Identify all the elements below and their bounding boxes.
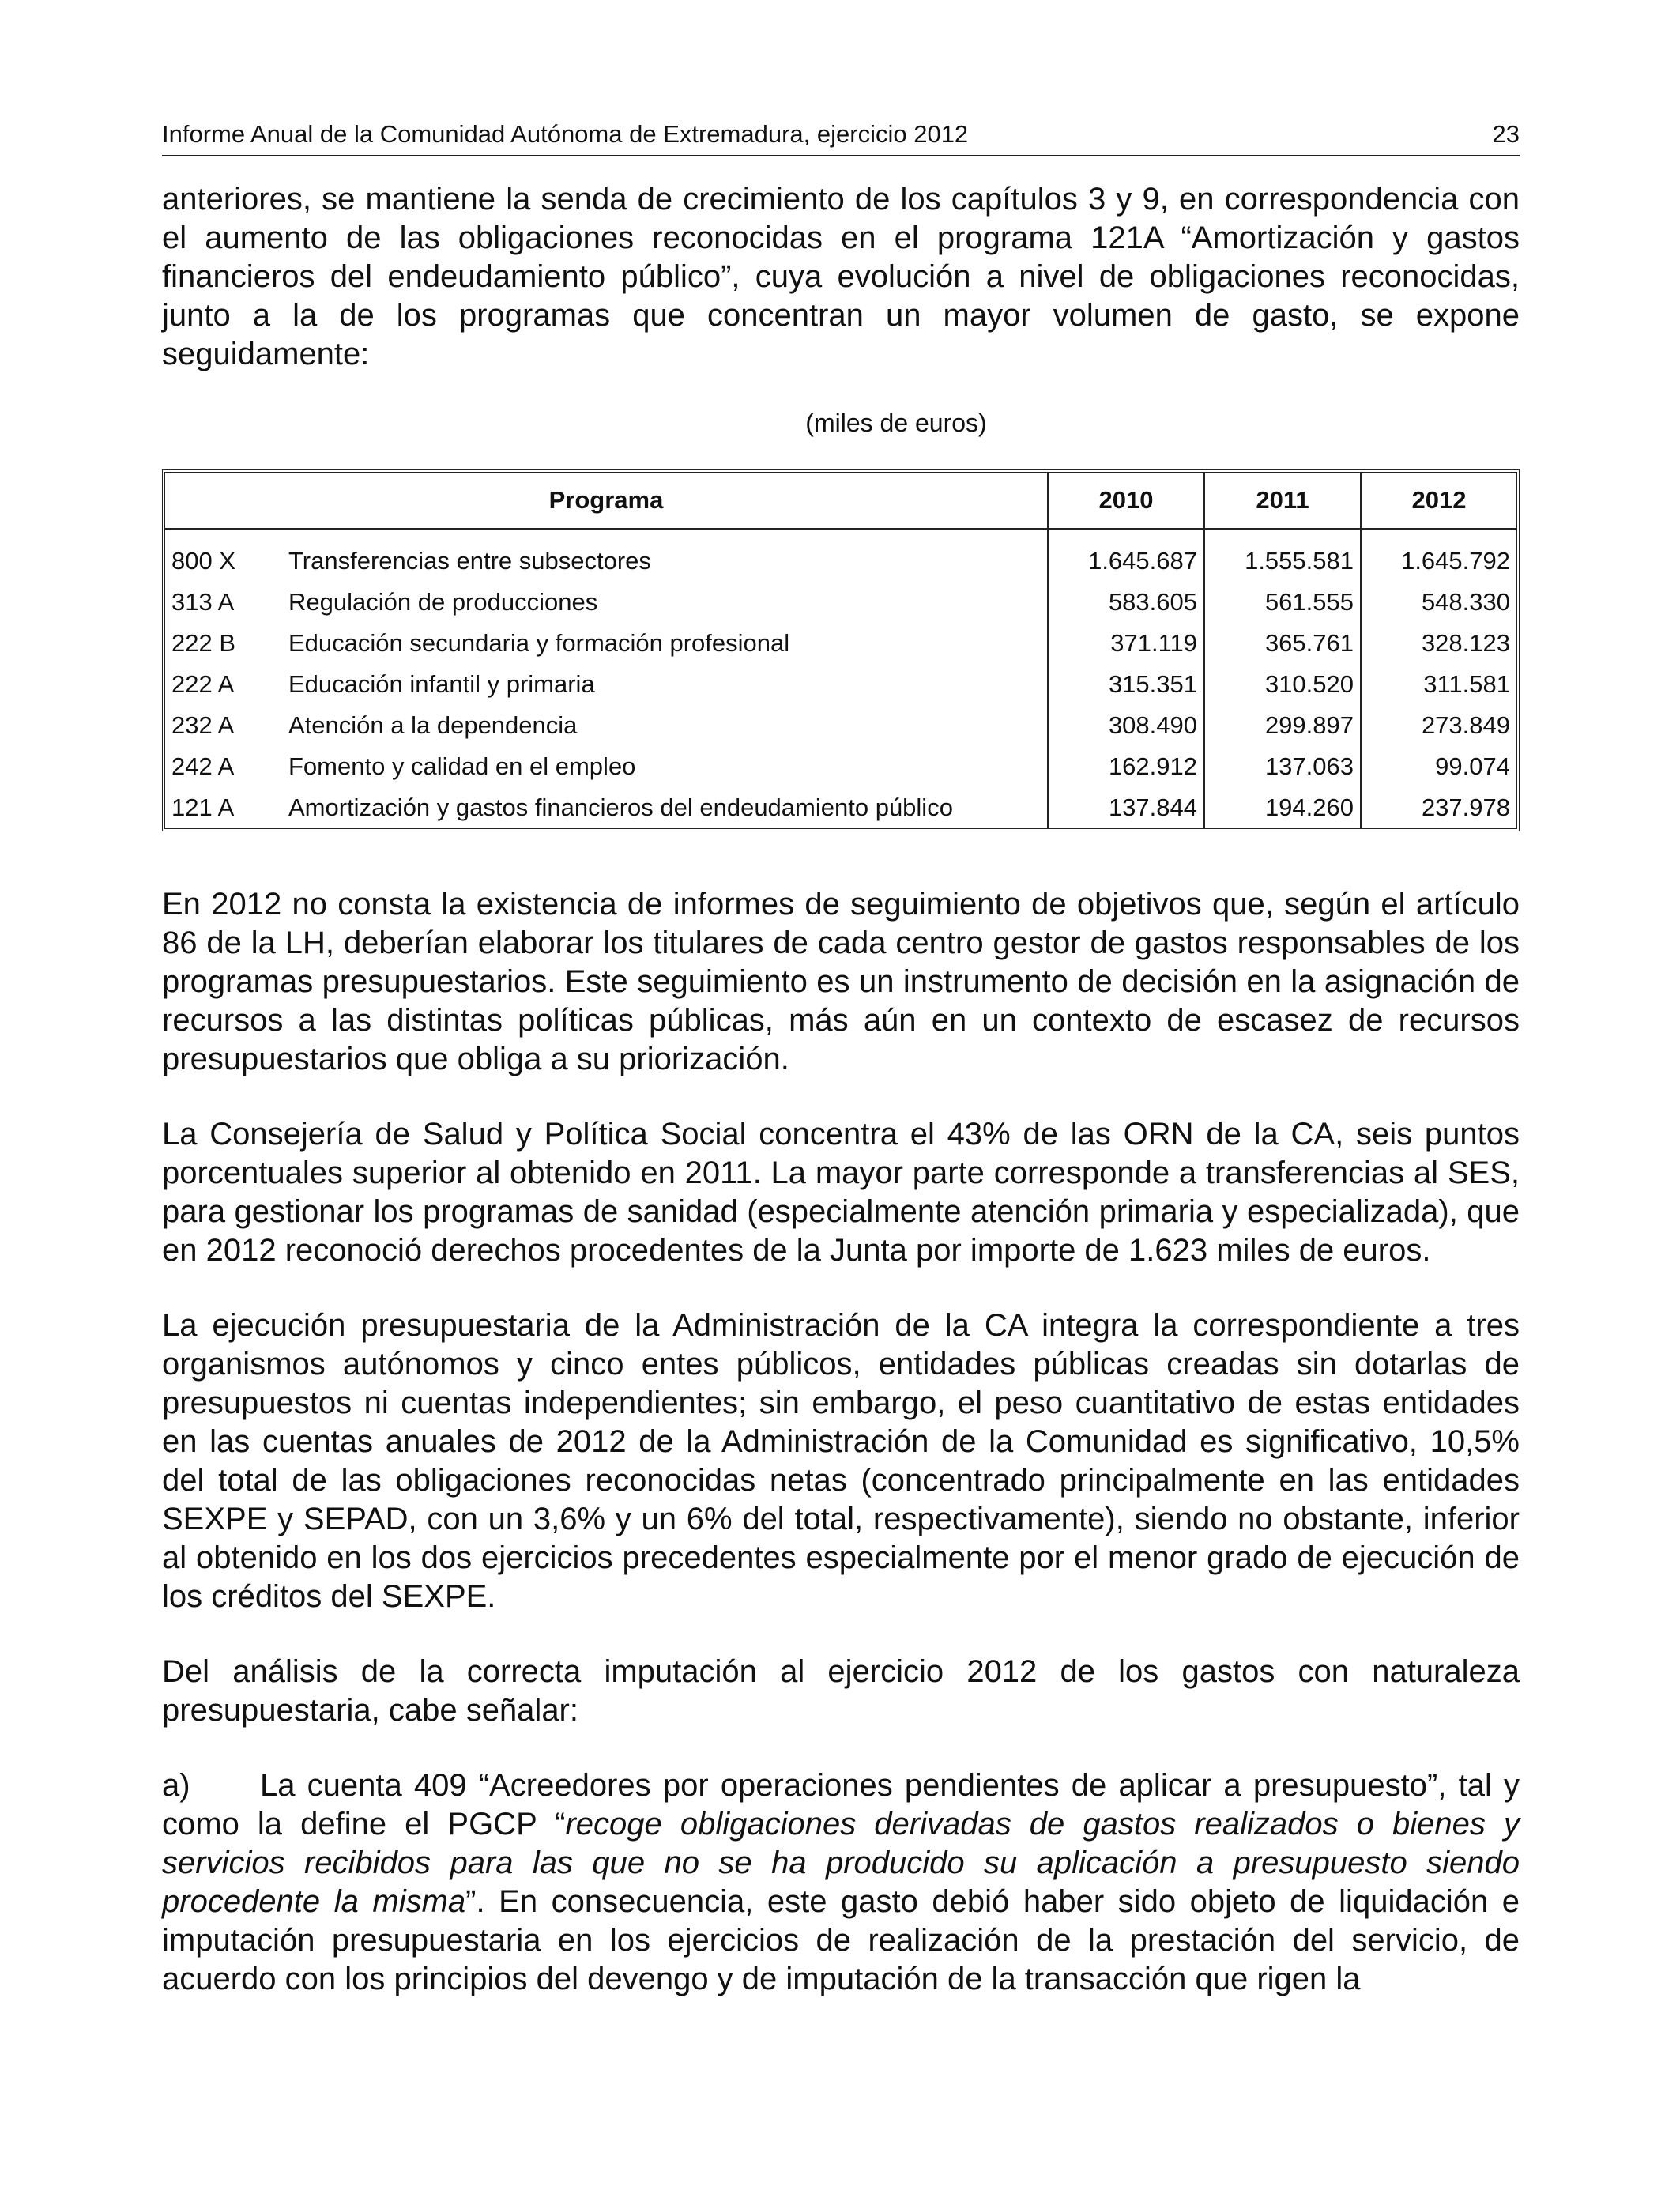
program-code: 313 A [171,588,235,616]
item-a-quote: recoge obligaciones derivadas de gastos realizados o bienes y servicios recibidos para las que no se ha producido su aplicación a presupuesto siendo procedente la misma [162,1807,1520,1919]
item-a-text-start: La cuenta 409 “Acreedores por operaciones pendientes de aplicar a presupuesto”, tal y como la define el PGCP “ [162,1768,1520,1842]
value-2012: 328.123 [1361,623,1516,664]
program-name: Educación infantil y primaria [288,670,595,698]
program-name: Atención a la dependencia [288,711,578,739]
value-2011: 299.897 [1204,705,1361,746]
table-row [165,529,1516,582]
program-code: 232 A [171,711,235,739]
page-header [162,119,1520,156]
value-2011: 137.063 [1204,746,1361,787]
program-code: 800 X [171,547,236,575]
table-row [165,787,1516,828]
value-2010: 315.351 [1048,664,1204,705]
value-2012: 548.330 [1361,582,1516,623]
value-2012: 1.645.792 [1361,529,1516,582]
value-2011: 365.761 [1204,623,1361,664]
header-2012: 2012 [1361,473,1516,529]
programs-table [165,473,1516,828]
report-title: Informe Anual de la Comunidad Autónoma de Extremadura, ejercicio 2012 [162,120,969,148]
paragraph-ejecucion: La ejecución presupuestaria de la Administración de la CA integra la correspondiente a tres organismos autónomos y cinco entes públicos, entidades públicas creadas sin dotarlas de presupuestos ni cuentas independientes; sin embargo, el peso cuantitativo de estas entidades en las cuentas anuales de 2012 de la Administración de la Comunidad es significativo, 10,5% del total de las obligaciones reconocidas netas (concentrado principalmente en las entidades SEXPE y SEPAD, con un 3,6% y un 6% del total, respectivamente), siendo no obstante, inferior al obtenido en los dos ejercicios precedentes especialmente por el menor grado de ejecución de los créditos del SEXPE. [162,1308,1520,1614]
value-2012: 99.074 [1361,746,1516,787]
table-row [165,705,1516,746]
table-units-note: (miles de euros) [805,409,987,437]
value-2011: 561.555 [1204,582,1361,623]
program-code: 222 B [171,629,236,657]
program-name: Fomento y calidad en el empleo [288,752,636,780]
program-name: Educación secundaria y formación profesional [288,629,790,657]
header-2011: 2011 [1204,473,1361,529]
program-code: 222 A [171,670,235,698]
item-a-text-end: ”. En consecuencia, este gasto debió haber sido objeto de liquidación e imputación presupuestaria en los ejercicios de realización de la prestación del servicio, de acuerdo con los principios del devengo y de imputación de la transacción que rigen la [162,1884,1520,1996]
program-code: 242 A [171,752,235,780]
value-2011: 194.260 [1204,787,1361,828]
paragraph-seguimiento: En 2012 no consta la existencia de informes de seguimiento de objetivos que, según el artículo 86 de la LH, deberían elaborar los titulares de cada centro gestor de gastos responsables de los programas presupuestarios. Este seguimiento es un instrumento de decisión en la asignación de recursos a las distintas políticas públicas, más aún en un contexto de escasez de recursos presupuestarios que obliga a su priorización. [162,887,1520,1076]
header-programa: Programa [165,473,1048,529]
value-2012: 273.849 [1361,705,1516,746]
value-2012: 311.581 [1361,664,1516,705]
value-2010: 371.119 [1048,623,1204,664]
value-2010: 308.490 [1048,705,1204,746]
table-row [165,746,1516,787]
value-2012: 237.978 [1361,787,1516,828]
program-name: Regulación de producciones [288,588,598,616]
list-marker: a) [162,1768,190,1803]
value-2010: 137.844 [1048,787,1204,828]
intro-paragraph: anteriores, se mantiene la senda de crecimiento de los capítulos 3 y 9, en correspondencia con el aumento de las obligaciones reconocidas en el programa 121A “Amortización y gastos financieros del endeudamiento público”, cuya evolución a nivel de obligaciones reconocidas, junto a la de los programas que concentran un mayor volumen de gasto, se expone seguidamente: [162,182,1520,371]
paragraph-analisis: Del análisis de la correcta imputación al ejercicio 2012 de los gastos con naturaleza presupuestaria, cabe señalar: [162,1654,1520,1728]
value-2010: 583.605 [1048,582,1204,623]
value-2010: 162.912 [1048,746,1204,787]
header-2010: 2010 [1048,473,1204,529]
table-row [165,582,1516,623]
table-row [165,664,1516,705]
list-item-a [162,1766,1520,1999]
value-2011: 310.520 [1204,664,1361,705]
value-2010: 1.645.687 [1048,529,1204,582]
table-row [165,623,1516,664]
programs-table-frame [162,469,1520,831]
paragraph-consejeria: La Consejería de Salud y Política Social concentra el 43% de las ORN de la CA, seis puntos porcentuales superior al obtenido en 2011. La mayor parte corresponde a transferencias al SES, para gestionar los programas de sanidad (especialmente atención primaria y especializada), que en 2012 reconoció derechos procedentes de la Junta por importe de 1.623 miles de euros. [162,1117,1520,1268]
value-2011: 1.555.581 [1204,529,1361,582]
program-code: 121 A [171,794,235,821]
program-name: Transferencias entre subsectores [288,547,651,575]
document-page [162,119,1520,1999]
page-number: 23 [1492,120,1520,148]
program-name: Amortización y gastos financieros del endeudamiento público [288,794,953,821]
table-header-row [165,473,1516,529]
